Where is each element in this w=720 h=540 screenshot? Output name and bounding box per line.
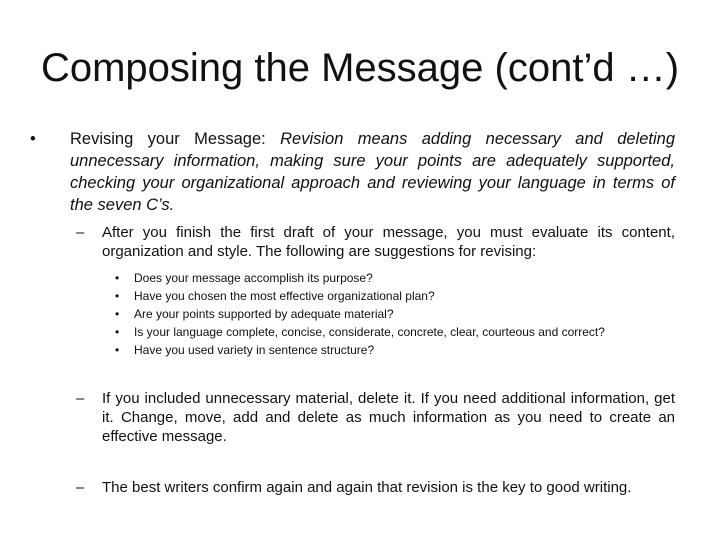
question-text: Does your message accomplish its purpose? bbox=[134, 271, 373, 285]
list-item bbox=[30, 305, 675, 323]
slide-title: Composing the Message (cont’d …) bbox=[40, 46, 680, 90]
sub-point-best-writers bbox=[30, 478, 675, 497]
list-item bbox=[30, 341, 675, 359]
bullet-marker: • bbox=[115, 343, 120, 357]
sub-point-text: If you included unnecessary material, delete it. If you need additional information, get it. Change, move, add and delete as much information as you need to create an effective message. bbox=[102, 390, 675, 445]
revision-questions-list bbox=[30, 269, 675, 359]
dash-marker: – bbox=[76, 479, 85, 496]
sub-point-first-draft bbox=[30, 223, 675, 261]
sub-point-text: After you finish the first draft of your message, you must evaluate its content, organization and style. The following are suggestions for revising: bbox=[102, 224, 675, 260]
sub-point-text: The best writers confirm again and again that revision is the key to good writing. bbox=[102, 479, 632, 496]
revising-lead: Revising your Message: bbox=[70, 130, 266, 148]
bullet-marker: • bbox=[115, 271, 120, 285]
bullet-marker: • bbox=[30, 130, 36, 148]
slide-body bbox=[30, 128, 675, 497]
revising-definition: Revision means adding necessary and deleting unnecessary information, making sure your points are adequately supported, checking your organizational approach and reviewing your language in terms of the seven C’s. bbox=[70, 130, 675, 214]
question-text: Is your language complete, concise, considerate, concrete, clear, courteous and correct? bbox=[134, 325, 605, 339]
question-text: Are your points supported by adequate material? bbox=[134, 307, 394, 321]
dash-marker: – bbox=[76, 390, 85, 407]
list-item bbox=[30, 269, 675, 287]
revising-bullet bbox=[30, 128, 675, 216]
bullet-marker: • bbox=[115, 307, 120, 321]
bullet-marker: • bbox=[115, 289, 120, 303]
dash-marker: – bbox=[76, 224, 85, 241]
bullet-marker: • bbox=[115, 325, 120, 339]
list-item bbox=[30, 287, 675, 305]
list-item bbox=[30, 323, 675, 341]
question-text: Have you used variety in sentence structure? bbox=[134, 343, 375, 357]
question-text: Have you chosen the most effective organizational plan? bbox=[134, 289, 435, 303]
sub-point-unnecessary-material bbox=[30, 389, 675, 446]
